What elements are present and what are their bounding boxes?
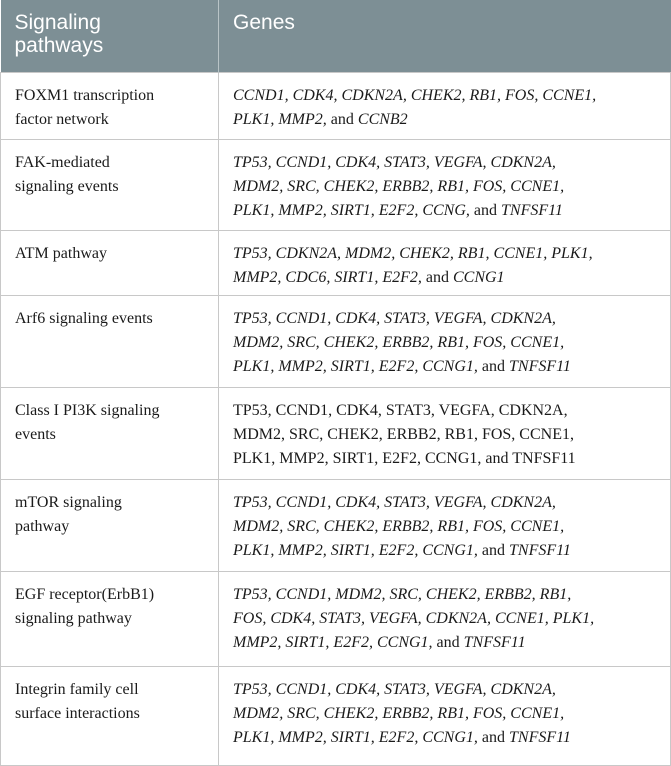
pathway-cell: EGF receptor(ErbB1) signaling pathway [1,571,219,666]
genes-line: PLK1, MMP2, SIRT1, E2F2, CCNG1, [233,449,482,467]
table-header-row [1,0,671,72]
genes-line: MDM2, SRC, CHEK2, ERBB2, RB1, FOS, CCNE1, [233,177,565,195]
genes-cell [219,295,671,387]
table-row [1,230,671,295]
genes-cell [219,666,671,765]
table-row [1,139,671,230]
genes-line: TP53, CCND1, CDK4, STAT3, VEGFA, CDKN2A, [233,309,556,327]
table-row [1,295,671,387]
genes-line: MMP2, SIRT1, E2F2, CCNG1, [233,633,433,651]
genes-line: TP53, CCND1, CDK4, STAT3, VEGFA, CDKN2A, [233,153,556,171]
genes-line: PLK1, MMP2, SIRT1, E2F2, CCNG1, [233,357,478,375]
genes-line: MMP2, CDC6, SIRT1, E2F2, [233,268,422,286]
genes-last: TNFSF11 [512,449,576,467]
genes-last: TNFSF11 [509,357,571,375]
genes-line: PLK1, MMP2, SIRT1, E2F2, CCNG, [233,201,470,219]
genes-cell [219,230,671,295]
genes-line: PLK1, MMP2, SIRT1, E2F2, CCNG1, [233,541,478,559]
genes-line: FOS, CDK4, STAT3, VEGFA, CDKN2A, CCNE1, PLK1, [233,609,595,627]
table-row [1,571,671,666]
table-body [1,72,671,765]
genes-conjunction: and [485,449,509,467]
genes-conjunction: and [425,268,449,286]
table-row [1,387,671,479]
genes-conjunction: and [473,201,497,219]
genes-line: PLK1, MMP2, [233,110,327,128]
genes-line: PLK1, MMP2, SIRT1, E2F2, CCNG1, [233,728,478,746]
header-genes: Genes [219,0,671,72]
genes-cell [219,479,671,571]
genes-last: CCNB2 [357,110,408,128]
genes-cell [219,72,671,139]
pathway-cell: Class I PI3K signaling events [1,387,219,479]
table-row [1,479,671,571]
genes-line: MDM2, SRC, CHEK2, ERBB2, RB1, FOS, CCNE1, [233,333,565,351]
genes-last: CCNG1 [452,268,505,286]
pathway-cell: Integrin family cell surface interactions [1,666,219,765]
genes-cell [219,139,671,230]
pathway-cell: ATM pathway [1,230,219,295]
genes-conjunction: and [481,541,505,559]
genes-cell [219,387,671,479]
genes-last: TNFSF11 [509,541,571,559]
genes-line: TP53, CDKN2A, MDM2, CHEK2, RB1, CCNE1, PLK1, [233,244,593,262]
genes-cell [219,571,671,666]
pathway-cell: Arf6 signaling events [1,295,219,387]
genes-last: TNFSF11 [463,633,526,651]
genes-line: TP53, CCND1, CDK4, STAT3, VEGFA, CDKN2A, [233,493,556,511]
genes-conjunction: and [436,633,460,651]
genes-line: TP53, CCND1, CDK4, STAT3, VEGFA, CDKN2A, [233,680,556,698]
genes-conjunction: and [330,110,354,128]
genes-conjunction: and [481,357,505,375]
genes-line: TP53, CCND1, MDM2, SRC, CHEK2, ERBB2, RB1, [233,585,572,603]
table-row [1,72,671,139]
genes-conjunction: and [481,728,505,746]
pathway-cell: FAK-mediated signaling events [1,139,219,230]
pathway-cell: mTOR signaling pathway [1,479,219,571]
genes-line: MDM2, SRC, CHEK2, ERBB2, RB1, FOS, CCNE1, [233,704,565,722]
header-signaling-pathways: Signaling pathways [1,0,219,72]
genes-line: MDM2, SRC, CHEK2, ERBB2, RB1, FOS, CCNE1, [233,517,565,535]
table-row [1,666,671,765]
pathway-cell: FOXM1 transcription factor network [1,72,219,139]
genes-line: CCND1, CDK4, CDKN2A, CHEK2, RB1, FOS, CCNE1, [233,86,597,104]
genes-last: TNFSF11 [501,201,563,219]
genes-line: TP53, CCND1, CDK4, STAT3, VEGFA, CDKN2A, [233,401,568,419]
genes-line: MDM2, SRC, CHEK2, ERBB2, RB1, FOS, CCNE1, [233,425,574,443]
genes-last: TNFSF11 [509,728,571,746]
